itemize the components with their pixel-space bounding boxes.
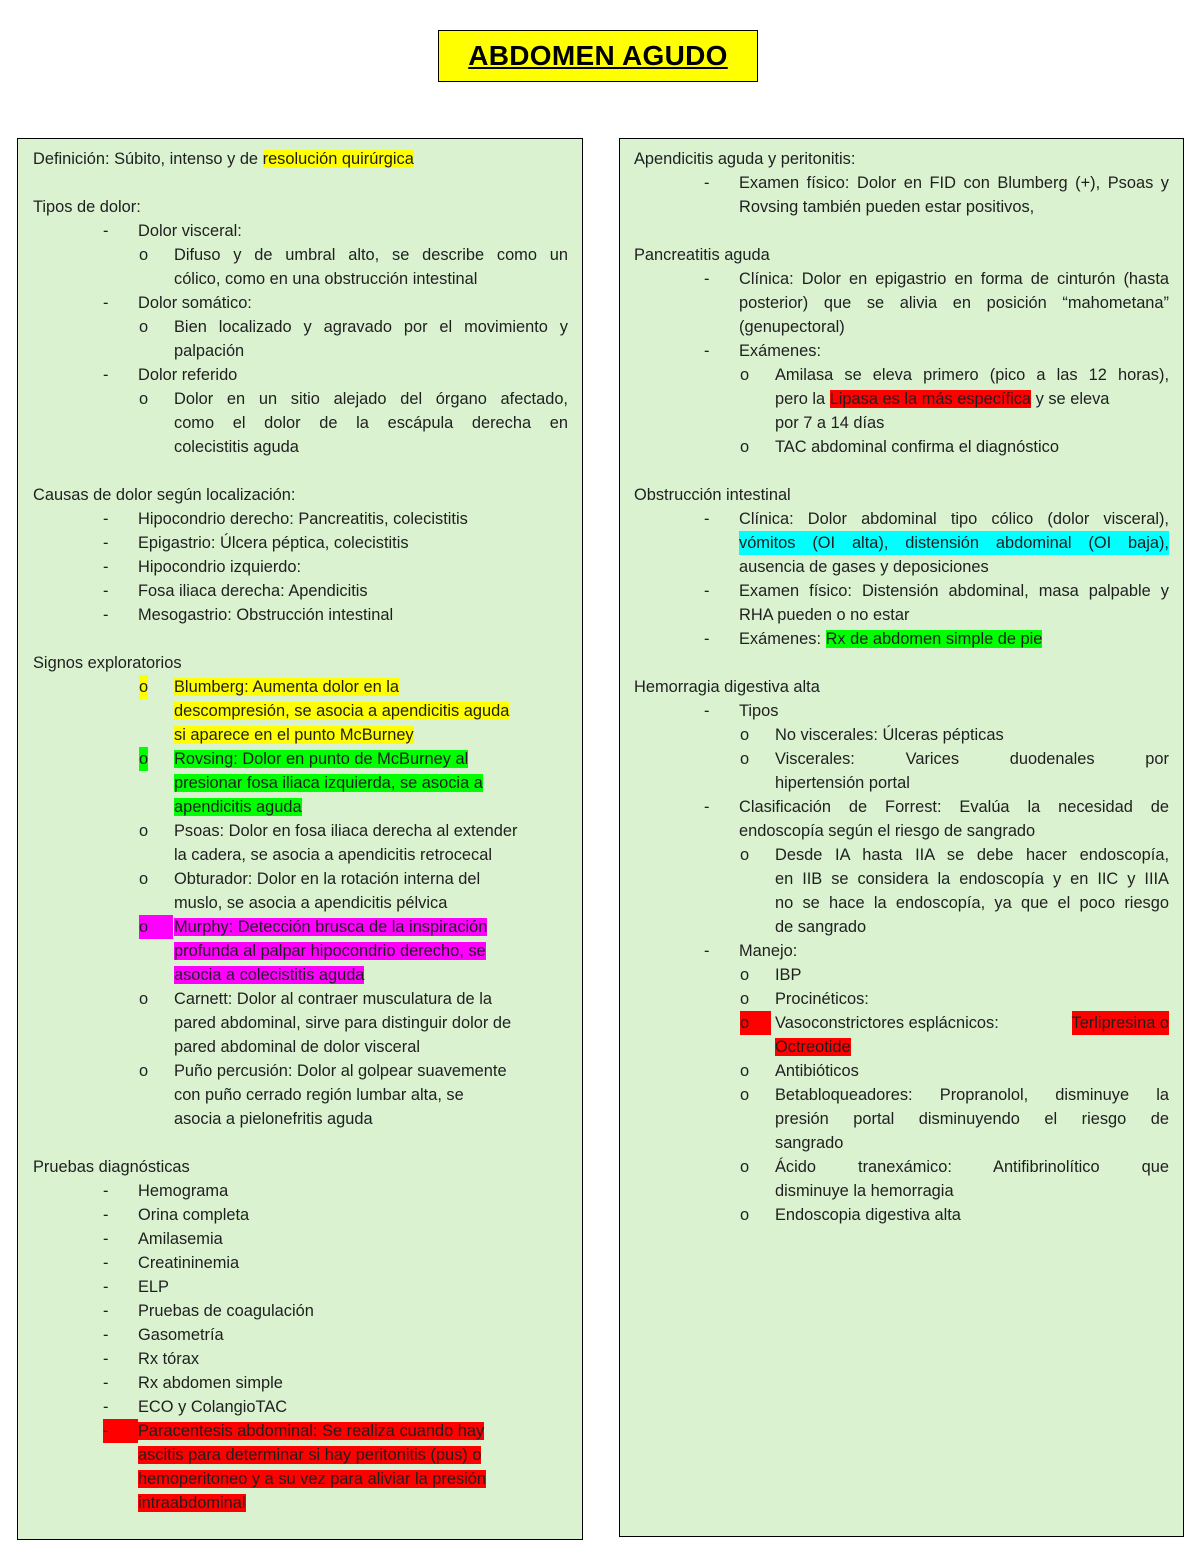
bullet-o-marker: o — [139, 1062, 149, 1080]
list-item: - ELP — [33, 1275, 568, 1299]
hemorragia-heading: Hemorragia digestiva alta — [634, 678, 820, 696]
obstruccion-heading: Obstrucción intestinal — [634, 486, 791, 504]
vomitos-highlight: vómitos (OI alta), distensión abdominal (OI baja), — [739, 531, 1169, 555]
list-item: - Creatininemia — [33, 1251, 568, 1275]
bullet-o-marker: o — [740, 726, 750, 744]
list-item: - Fosa iliaca derecha: Apendicitis — [33, 579, 568, 603]
tipos-heading: Tipos de dolor: — [33, 198, 141, 216]
bullet-o-marker: o — [740, 990, 750, 1008]
octreotide-highlight: Octreotide — [775, 1038, 851, 1056]
bullet-o-marker: o — [139, 870, 149, 888]
dash-marker: - — [704, 942, 710, 960]
list-item: - Clínica: Dolor en epigastrio en forma de cinturón (hasta — [634, 267, 1169, 291]
rx-highlight: Rx de abdomen simple de pie — [825, 630, 1043, 648]
dash-marker: - — [103, 510, 109, 528]
dash-marker: - — [103, 1302, 109, 1320]
dash-marker: - — [103, 1374, 109, 1392]
sign-obturador: o Obturador: Dolor en la rotación interna del — [33, 867, 568, 891]
list-item: o Betabloqueadores: Propranolol, disminuye la — [634, 1083, 1169, 1107]
list-item: o Difuso y de umbral alto, se describe como un — [33, 243, 568, 267]
bullet-o-marker: o — [139, 390, 149, 408]
dash-marker: - — [704, 630, 710, 648]
list-item: - Hemograma — [33, 1179, 568, 1203]
list-item: - Tipos — [634, 699, 1169, 723]
list-item: o Antibióticos — [634, 1059, 1169, 1083]
bullet-o-marker: o — [740, 1086, 750, 1104]
dash-marker: - — [704, 270, 710, 288]
list-item: - Clínica: Dolor abdominal tipo cólico (dolor visceral), — [634, 507, 1169, 531]
bullet-o-marker: o — [740, 366, 750, 384]
dash-marker: - — [103, 1398, 109, 1416]
dash-marker: - — [103, 606, 109, 624]
bullet-o-marker: o — [740, 966, 750, 984]
paracentesis-item: - Paracentesis abdominal: Se realiza cuando hay — [33, 1419, 568, 1443]
page-title: ABDOMEN AGUDO — [468, 40, 728, 71]
bullet-o-marker: o — [139, 318, 149, 336]
list-item: o No viscerales: Úlceras pépticas — [634, 723, 1169, 747]
sign-psoas: o Psoas: Dolor en fosa iliaca derecha al extender — [33, 819, 568, 843]
list-item: - Gasometría — [33, 1323, 568, 1347]
list-item: o Ácido tranexámico: Antifibrinolítico que — [634, 1155, 1169, 1179]
list-item: - Rx tórax — [33, 1347, 568, 1371]
list-item: o Procinéticos: — [634, 987, 1169, 1011]
bullet-o-marker: o — [740, 1206, 750, 1224]
dash-marker: - — [103, 1350, 109, 1368]
dash-marker: - — [103, 582, 109, 600]
dash-marker: - — [704, 582, 710, 600]
list-item: o IBP — [634, 963, 1169, 987]
bullet-o-marker: o — [740, 1011, 771, 1035]
list-item-cont: como el dolor de la escápula derecha en — [174, 414, 568, 432]
list-item: - Mesogastrio: Obstrucción intestinal — [33, 603, 568, 627]
right-panel: Apendicitis aguda y peritonitis: - Examen físico: Dolor en FID con Blumberg (+), Psoas y Rovsing también pueden estar positivos, Pancreatitis aguda - Clínica: Dolor en epigastrio en forma de cinturón (hasta posterior) que se alivia en posición “mahometana” (genupectoral) - Exámenes: o Amilasa se eleva primero (pico a las 12 horas), pero la Lipasa es la más específica y se eleva por 7 a 14 días o TAC abdominal confirma el diagnóstico Obstrucción intestinal - Clínica: Dolor abdominal tipo cólico (dolor visceral), vómitos (OI alta), distensión abdominal (OI baja), ausencia de gases y deposiciones - Examen físico: Distensión abdominal, masa palpable y RHA pueden o no estar - Exámenes: Rx de abdomen simple de pie Hemorragia digestiva alta - Tipos o No viscerales: Úlceras pépticas o Viscerales: Varices duodenales por hipertensión portal - Clasificación de Forrest: Evalúa la necesidad de endoscopía según el riesgo de sangrado o Desde IA hasta IIA se debe hacer endoscopía, en IIB se considera la endoscopía y en IIC y IIIA no se hace la endoscopía, ya que el poco riesgo de sangrado - Manejo: o IBP o Procinéticos: o Vasoconstrictores esplácnicos: Terlipresina o Octreotide o Antibióticos o Betabloqueadores: Propranolol, disminuye la presión portal disminuyendo el riesgo de sangrado o Ácido tranexámico: Antifibrinolítico que disminuye la hemorragia o Endoscopia digestiva alta — [619, 138, 1184, 1537]
dash-marker: - — [103, 1254, 109, 1272]
dash-marker: - — [704, 798, 710, 816]
list-item: - Orina completa — [33, 1203, 568, 1227]
dash-marker: - — [103, 534, 109, 552]
list-item: - Exámenes: — [634, 339, 1169, 363]
bullet-o-marker: o — [740, 750, 750, 768]
dash-marker: - — [103, 1230, 109, 1248]
list-item: o Vasoconstrictores esplácnicos: Terlipresina o — [634, 1011, 1169, 1035]
list-item: o TAC abdominal confirma el diagnóstico — [634, 435, 1169, 459]
dash-marker: - — [103, 294, 109, 312]
list-item: o Endoscopia digestiva alta — [634, 1203, 1169, 1227]
list-item: - Pruebas de coagulación — [33, 1299, 568, 1323]
list-item: o Dolor en un sitio alejado del órgano afectado, — [33, 387, 568, 411]
list-item: - Dolor visceral: — [33, 219, 568, 243]
bullet-o-marker: o — [139, 747, 148, 771]
bullet-o-marker: o — [740, 1158, 750, 1176]
dash-marker: - — [704, 342, 710, 360]
list-item: - Rx abdomen simple — [33, 1371, 568, 1395]
dash-marker: - — [103, 1278, 109, 1296]
left-panel: Definición: Súbito, intenso y de resolución quirúrgica Tipos de dolor: - Dolor visceral: o Difuso y de umbral alto, se describe como un cólico, como en una obstrucción intestinal - Dolor somático: o Bien localizado y agravado por el movimiento y palpación - Dolor referido o Dolor en un sitio alejado del órgano afectado, como el dolor de la escápula derecha en colecistitis aguda Causas de dolor según localización: - Hipocondrio derecho: Pancreatitis, colecistitis - Epigastrio: Úlcera péptica, colecistitis - Hipocondrio izquierdo: - Fosa iliaca derecha: Apendicitis - Mesogastrio: Obstrucción intestinal Signos exploratorios o Blumberg: Aumenta dolor en la descompresión, se asocia a apendicitis aguda si aparece en el punto McBurney o Rovsing: Dolor en punto de McBurney al presionar fosa iliaca izquierda, se asocia a apendicitis aguda o Psoas: Dolor en fosa iliaca derecha al extender la cadera, se asocia a apendicitis retrocecal o Obturador: Dolor en la rotación interna del muslo, se asocia a apendicitis pélvica o Murphy: Detección brusca de la inspiración profunda al palpar hipocondrio derecho, se asocia a colecistitis aguda o Carnett: Dolor al contraer musculatura de la pared abdominal, sirve para distinguir dolor de pared abdominal de dolor visceral o Puño percusión: Dolor al golpear suavemente con puño cerrado región lumbar alta, se asocia a pielonefritis aguda Pruebas diagnósticas - Hemograma - Orina completa - Amilasemia - Creatininemia - ELP - Pruebas de coagulación - Gasometría - Rx tórax - Rx abdomen simple - ECO y ColangioTAC - Paracentesis abdominal: Se realiza cuando hay ascitis para determinar si hay peritonitis (pus) o hemoperitoneo y a su vez para aliviar la presión intraabdominal — [17, 138, 583, 1540]
list-item: - Examen físico: Dolor en FID con Blumberg (+), Psoas y — [634, 171, 1169, 195]
list-item: - Hipocondrio izquierdo: — [33, 555, 568, 579]
title-box — [438, 30, 758, 82]
bullet-o-marker: o — [139, 822, 149, 840]
sign-puno-percusion: o Puño percusión: Dolor al golpear suavemente — [33, 1059, 568, 1083]
list-item: - Exámenes: Rx de abdomen simple de pie — [634, 627, 1169, 651]
bullet-o-marker: o — [139, 675, 148, 699]
bullet-o-marker: o — [740, 438, 750, 456]
list-item-cont: colecistitis aguda — [174, 438, 299, 456]
pruebas-heading: Pruebas diagnósticas — [33, 1158, 190, 1176]
lipasa-highlight: Lipasa es la más específica — [829, 390, 1032, 408]
sign-murphy: o Murphy: Detección brusca de la inspiración — [33, 915, 568, 939]
list-item: - Clasificación de Forrest: Evalúa la necesidad de — [634, 795, 1169, 819]
sign-carnett: o Carnett: Dolor al contraer musculatura de la — [33, 987, 568, 1011]
list-item: - Dolor referido — [33, 363, 568, 387]
list-item: - ECO y ColangioTAC — [33, 1395, 568, 1419]
definition: Definición: Súbito, intenso y de resolución quirúrgica — [33, 150, 414, 168]
dash-marker: - — [103, 1419, 138, 1443]
list-item: o Amilasa se eleva primero (pico a las 12 horas), — [634, 363, 1169, 387]
list-item: - Hipocondrio derecho: Pancreatitis, colecistitis — [33, 507, 568, 531]
dash-marker: - — [103, 1182, 109, 1200]
apendicitis-heading: Apendicitis aguda y peritonitis: — [634, 150, 856, 168]
list-item: o Viscerales: Varices duodenales por — [634, 747, 1169, 771]
dash-marker: - — [103, 1206, 109, 1224]
bullet-o-marker: o — [740, 846, 750, 864]
sign-rovsing: o Rovsing: Dolor en punto de McBurney al — [33, 747, 568, 771]
list-item: o Bien localizado y agravado por el movimiento y — [33, 315, 568, 339]
pancreatitis-heading: Pancreatitis aguda — [634, 246, 770, 264]
list-item: - Manejo: — [634, 939, 1169, 963]
dash-marker: - — [103, 1326, 109, 1344]
dash-marker: - — [103, 366, 109, 384]
bullet-o-marker: o — [139, 246, 149, 264]
sign-blumberg: o Blumberg: Aumenta dolor en la — [33, 675, 568, 699]
dash-marker: - — [704, 174, 710, 192]
list-item: - Examen físico: Distensión abdominal, masa palpable y — [634, 579, 1169, 603]
bullet-o-marker: o — [740, 1062, 750, 1080]
dash-marker: - — [103, 222, 109, 240]
bullet-o-marker: o — [139, 915, 173, 939]
list-item: - Epigastrio: Úlcera péptica, colecistitis — [33, 531, 568, 555]
bullet-o-marker: o — [139, 990, 149, 1008]
definition-highlight: resolución quirúrgica — [262, 150, 414, 168]
list-item: - Dolor somático: — [33, 291, 568, 315]
signos-heading: Signos exploratorios — [33, 654, 182, 672]
dash-marker: - — [704, 702, 710, 720]
dash-marker: - — [704, 510, 710, 528]
causas-heading: Causas de dolor según localización: — [33, 486, 296, 504]
list-item-cont: palpación — [174, 342, 245, 360]
list-item-cont: cólico, como en una obstrucción intestinal — [174, 270, 478, 288]
list-item: - Amilasemia — [33, 1227, 568, 1251]
dash-marker: - — [103, 558, 109, 576]
list-item: o Desde IA hasta IIA se debe hacer endoscopía, — [634, 843, 1169, 867]
